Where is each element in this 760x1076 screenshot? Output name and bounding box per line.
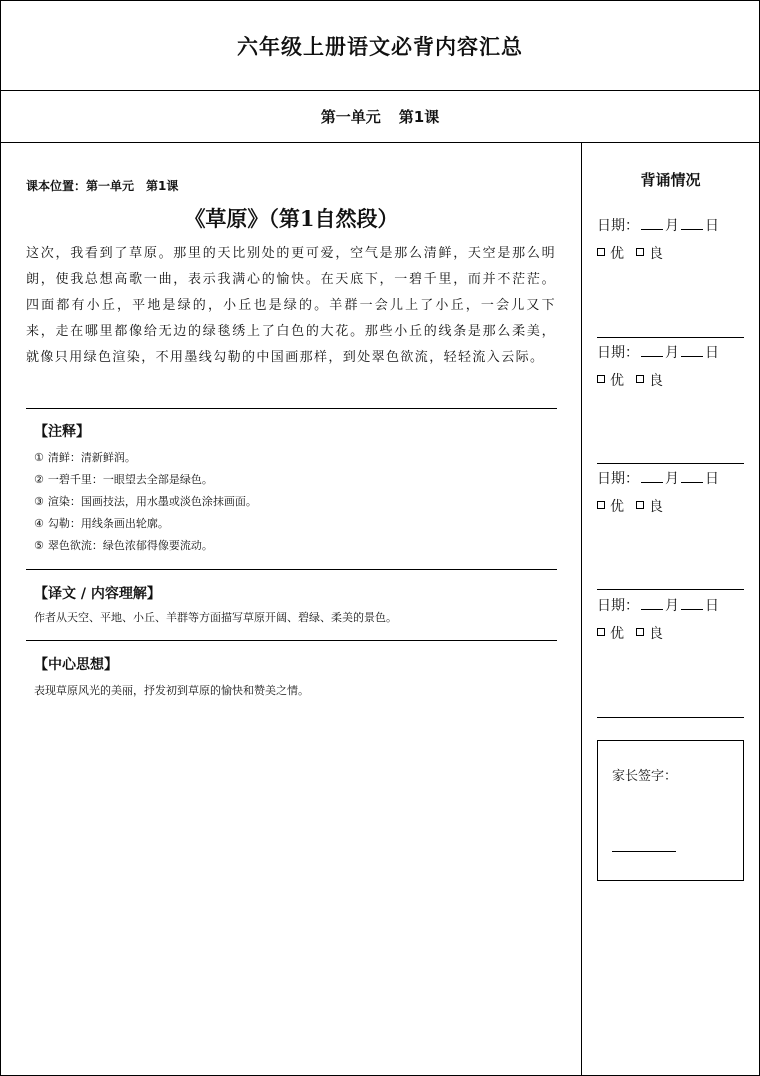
- divider: [597, 337, 744, 338]
- grade-label: 良: [649, 246, 663, 262]
- date-label: 日期：: [597, 345, 639, 361]
- checkbox-icon: [636, 628, 644, 636]
- passage-text: 这次，我看到了草原。那里的天比别处的更可爱，空气是那么清鲜，天空是那么明朗，使我总想高歌一曲，表示我满心的愉快。在天底下，一碧千里，而并不茫茫。四面都有小丘，平地是绿的，小丘也是绿的。羊群一会儿上了小丘，一会儿又下来，走在哪里都像给无边的绿毯绣上了白色的大花。那些小丘的线条是那么柔美，就像只用绿色渲染，不用墨线勾勒的中国画那样，到处翠色欲流，轻轻流入云际。: [26, 246, 556, 365]
- grade-label: 良: [649, 373, 663, 389]
- note-text: 勾勒：用线条画出轮廓。: [47, 517, 169, 530]
- grade-excellent-option[interactable]: [597, 373, 624, 389]
- parent-signature-box: [597, 740, 744, 881]
- day-blank[interactable]: [681, 597, 703, 610]
- date-label: 日期：: [597, 471, 639, 487]
- day-label: 日: [705, 598, 719, 614]
- note-number: ⑤: [34, 539, 44, 552]
- recitation-title: 背诵情况: [640, 171, 701, 189]
- day-label: 日: [705, 345, 719, 361]
- notes-title: 【注释】: [34, 424, 90, 440]
- divider: [26, 408, 557, 409]
- day-blank[interactable]: [681, 470, 703, 483]
- signature-line[interactable]: [612, 851, 676, 852]
- note-item: [34, 535, 257, 557]
- month-blank[interactable]: [641, 344, 663, 357]
- divider: [597, 717, 744, 718]
- checkbox-icon: [636, 248, 644, 256]
- note-number: ①: [34, 451, 44, 464]
- grade-excellent-option[interactable]: [597, 246, 624, 262]
- date-label: 日期：: [597, 598, 639, 614]
- grade-excellent-option[interactable]: [597, 499, 624, 515]
- divider: [26, 569, 557, 570]
- note-number: ②: [34, 473, 44, 486]
- checkbox-icon: [636, 375, 644, 383]
- content-area: [1, 143, 759, 1075]
- grade-good-option[interactable]: [636, 626, 663, 642]
- day-label: 日: [705, 471, 719, 487]
- translation-title: 【译文 / 内容理解】: [34, 586, 161, 602]
- notes-list: [34, 447, 257, 557]
- note-number: ③: [34, 495, 44, 508]
- divider: [597, 463, 744, 464]
- month-blank[interactable]: [641, 470, 663, 483]
- textbook-location: [26, 177, 178, 194]
- day-label: 日: [705, 218, 719, 234]
- month-label: 月: [665, 345, 679, 361]
- unit-name: 第一单元: [320, 108, 381, 126]
- note-text: 一碧千里：一眼望去全部是绿色。: [47, 473, 213, 486]
- checkbox-icon: [597, 628, 605, 636]
- checkbox-icon: [597, 501, 605, 509]
- recitation-record: [597, 343, 719, 391]
- checkbox-icon: [597, 375, 605, 383]
- theme-text: 表现草原风光的美丽，抒发初到草原的愉快和赞美之情。: [34, 684, 309, 697]
- grade-good-option[interactable]: [636, 246, 663, 262]
- note-item: [34, 469, 257, 491]
- text-column: [1, 143, 582, 1075]
- lesson-name: 第1课: [398, 108, 440, 126]
- note-item: [34, 491, 257, 513]
- grade-excellent-option[interactable]: [597, 626, 624, 642]
- recitation-record: [597, 469, 719, 517]
- note-text: 清鲜：清新鲜润。: [47, 451, 136, 464]
- grade-label: 优: [610, 499, 624, 515]
- recitation-column: [582, 143, 759, 1075]
- checkbox-icon: [597, 248, 605, 256]
- divider: [597, 589, 744, 590]
- location-lesson: 第1课: [146, 179, 179, 193]
- month-blank[interactable]: [641, 217, 663, 230]
- grade-label: 良: [649, 626, 663, 642]
- recitation-record: [597, 216, 719, 264]
- document-title-row: [1, 1, 759, 91]
- location-label: 课本位置：第一单元: [26, 179, 135, 193]
- month-label: 月: [665, 218, 679, 234]
- checkbox-icon: [636, 501, 644, 509]
- note-number: ④: [34, 517, 44, 530]
- note-item: [34, 513, 257, 535]
- recitation-record: [597, 596, 719, 644]
- month-blank[interactable]: [641, 597, 663, 610]
- date-label: 日期：: [597, 218, 639, 234]
- parent-signature-label: 家长签字：: [612, 769, 678, 784]
- note-text: 渲染：国画技法，用水墨或淡色涂抹画面。: [47, 495, 257, 508]
- unit-header-row: [1, 91, 759, 143]
- month-label: 月: [665, 598, 679, 614]
- day-blank[interactable]: [681, 217, 703, 230]
- grade-label: 良: [649, 499, 663, 515]
- divider: [26, 640, 557, 641]
- month-label: 月: [665, 471, 679, 487]
- grade-label: 优: [610, 626, 624, 642]
- document-title: 六年级上册语文必背内容汇总: [237, 34, 523, 59]
- note-text: 翠色欲流：绿色浓郁得像要流动。: [47, 539, 213, 552]
- note-item: [34, 447, 257, 469]
- grade-label: 优: [610, 373, 624, 389]
- grade-good-option[interactable]: [636, 373, 663, 389]
- theme-title: 【中心思想】: [34, 657, 118, 673]
- day-blank[interactable]: [681, 344, 703, 357]
- grade-label: 优: [610, 246, 624, 262]
- passage-title: 《草原》（第1自然段）: [184, 206, 399, 231]
- grade-good-option[interactable]: [636, 499, 663, 515]
- translation-text: 作者从天空、平地、小丘、羊群等方面描写草原开阔、碧绿、柔美的景色。: [34, 611, 397, 624]
